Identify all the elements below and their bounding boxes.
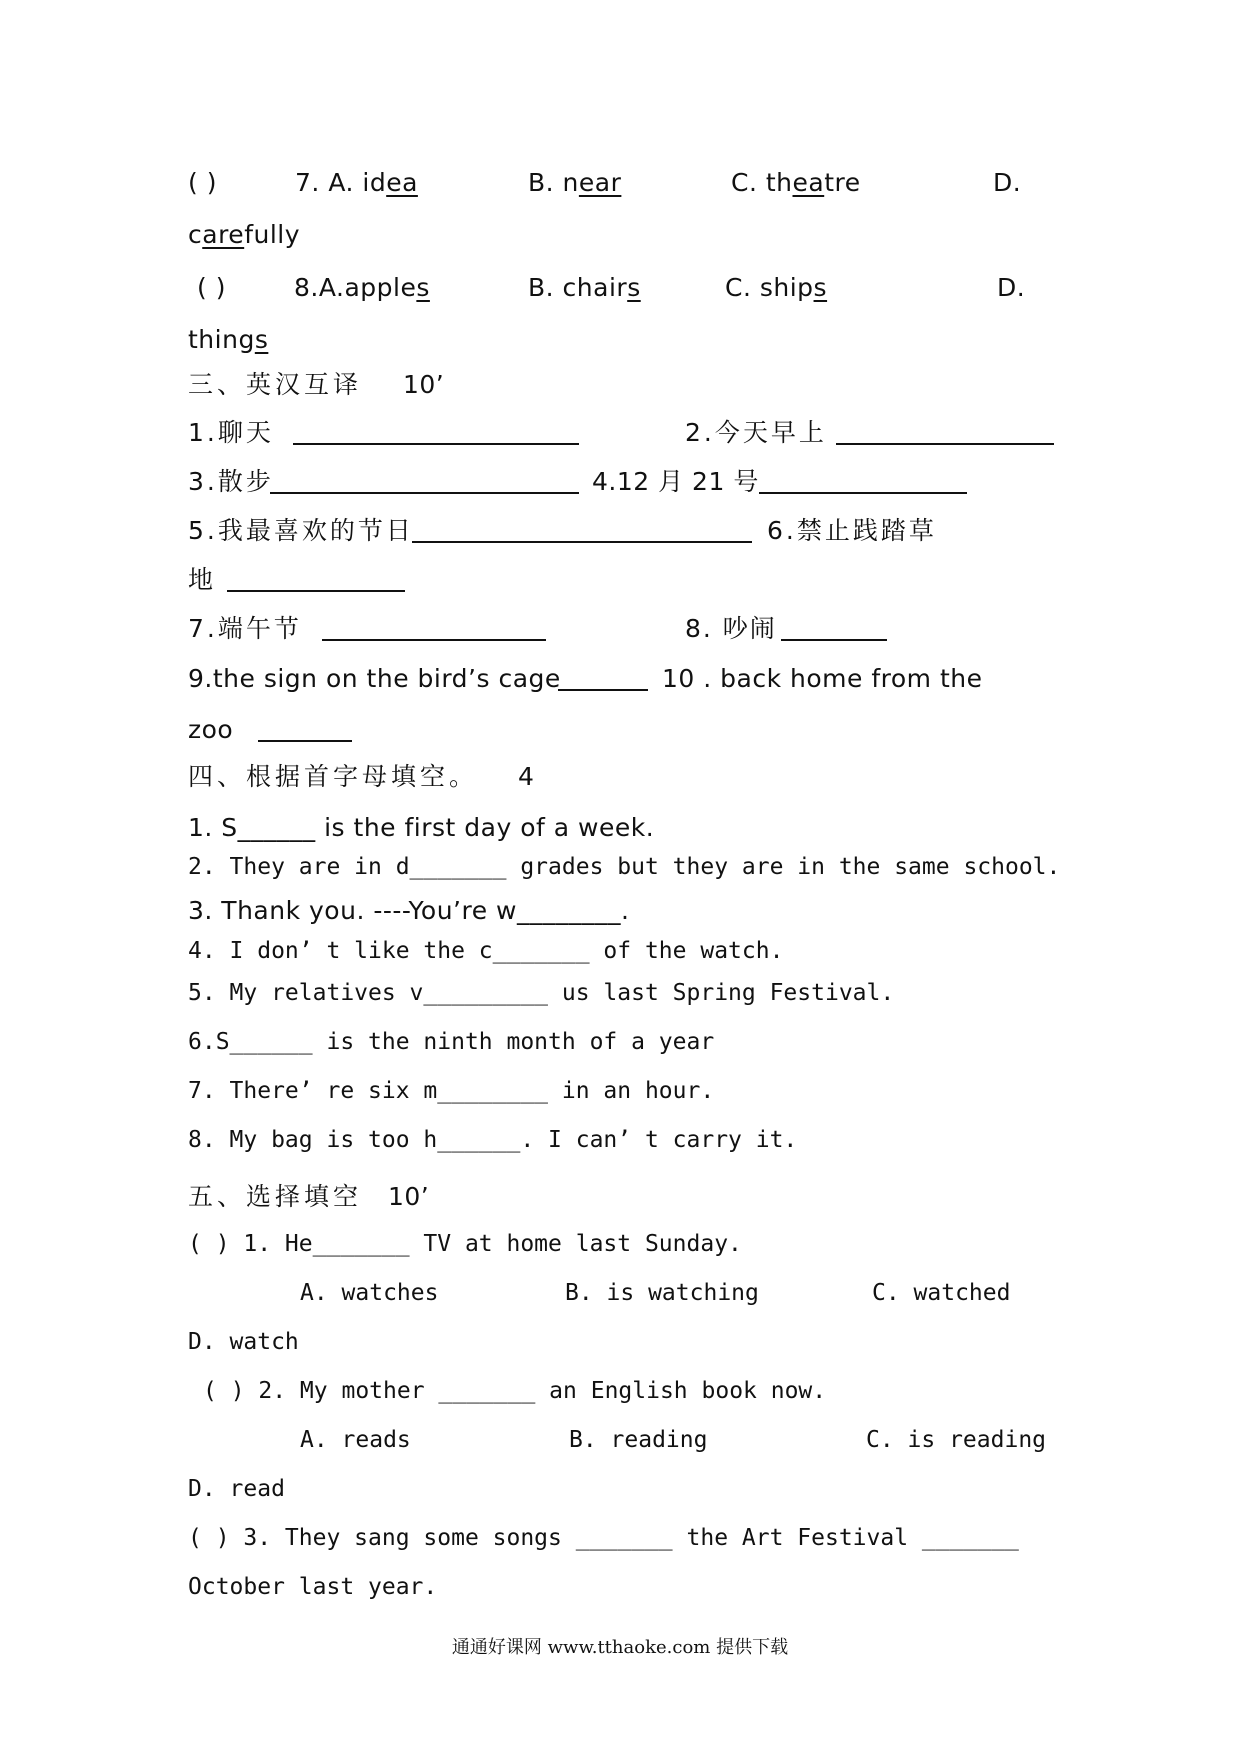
- fill-line-3: 3. Thank you. ----You’re w________.: [188, 896, 630, 925]
- q8-paren: ( ): [197, 273, 226, 302]
- vocab-item-4: 4.12 月 21 号: [592, 467, 759, 496]
- answer-blank: [227, 590, 405, 592]
- answer-blank: [781, 639, 887, 641]
- vocab-item-8: 8. 吵闹: [685, 614, 777, 643]
- section3-score: 10’: [403, 370, 445, 399]
- q8-option-b: B. chairs: [528, 273, 641, 302]
- q8-option-c: C. ships: [725, 273, 828, 302]
- q8-option-d-label: D.: [997, 273, 1026, 302]
- vocab-item-6: 6.禁止践踏草: [767, 516, 937, 545]
- vocab-item-3: 3.散步: [188, 467, 274, 496]
- mc-q1-option-b: B. is watching: [565, 1280, 759, 1306]
- fill-line-5: 5. My relatives v_________ us last Spring Festival.: [188, 980, 895, 1006]
- mc-q2-option-c: C. is reading: [866, 1427, 1047, 1453]
- section3-title: 三、英汉互译: [188, 370, 363, 399]
- answer-blank: [322, 639, 546, 641]
- mc-q1-option-c: C. watched: [872, 1280, 1011, 1306]
- mc-q1-option-a: A. watches: [300, 1280, 439, 1306]
- answer-blank: [270, 492, 579, 494]
- mc-question-1: ( ) 1. He_______ TV at home last Sunday.: [188, 1231, 742, 1257]
- q7-option-c: C. theatre: [731, 168, 861, 197]
- q8-option-d-word: things: [188, 325, 269, 354]
- fill-line-6: 6.S______ is the ninth month of a year: [188, 1029, 715, 1055]
- answer-blank: [258, 740, 352, 742]
- answer-blank: [759, 492, 967, 494]
- fill-line-8: 8. My bag is too h______. I can’ t carry it.: [188, 1127, 798, 1153]
- q7-option-b: B. near: [528, 168, 622, 197]
- vocab-item-5: 5.我最喜欢的节日: [188, 516, 414, 545]
- vocab-item-9: 9.the sign on the bird’s cage: [188, 664, 561, 693]
- q8-option-a: 8.A.apples: [294, 273, 430, 302]
- vocab-item-10-cont: zoo: [188, 715, 234, 744]
- mc-question-3: ( ) 3. They sang some songs _______ the Art Festival _______: [188, 1525, 1019, 1551]
- answer-blank: [836, 443, 1054, 445]
- q7-paren: ( ): [188, 168, 217, 197]
- section4-score: 4: [518, 762, 535, 791]
- q7-option-a: 7. A. idea: [295, 168, 418, 197]
- section5-title: 五、选择填空: [188, 1182, 363, 1211]
- fill-line-2: 2. They are in d_______ grades but they are in the same school.: [188, 854, 1061, 880]
- vocab-item-6-cont: 地: [188, 565, 214, 594]
- fill-line-1: 1. S______ is the first day of a week.: [188, 813, 655, 842]
- vocab-item-1: 1.聊天: [188, 418, 274, 447]
- fill-line-4: 4. I don’ t like the c_______ of the watch.: [188, 938, 784, 964]
- section4-title: 四、根据首字母填空。: [188, 762, 479, 791]
- mc-q2-option-a: A. reads: [300, 1427, 411, 1453]
- mc-q2-option-d: D. read: [188, 1476, 285, 1502]
- fill-line-7: 7. There’ re six m________ in an hour.: [188, 1078, 715, 1104]
- answer-blank: [412, 541, 752, 543]
- vocab-item-7: 7.端午节: [188, 614, 302, 643]
- mc-question-3-cont: October last year.: [188, 1574, 438, 1600]
- vocab-item-2: 2.今天早上: [685, 418, 827, 447]
- mc-question-2: ( ) 2. My mother _______ an English book now.: [203, 1378, 827, 1404]
- q7-option-d-word: carefully: [188, 220, 301, 249]
- page-footer: 通通好课网 www.tthaoke.com 提供下载: [451, 1637, 789, 1658]
- mc-q2-option-b: B. reading: [569, 1427, 708, 1453]
- vocab-item-10: 10 . back home from the: [662, 664, 983, 693]
- section5-score: 10’: [388, 1182, 430, 1211]
- answer-blank: [293, 443, 579, 445]
- q7-option-d-label: D.: [993, 168, 1022, 197]
- answer-blank: [558, 689, 648, 691]
- mc-q1-option-d: D. watch: [188, 1329, 299, 1355]
